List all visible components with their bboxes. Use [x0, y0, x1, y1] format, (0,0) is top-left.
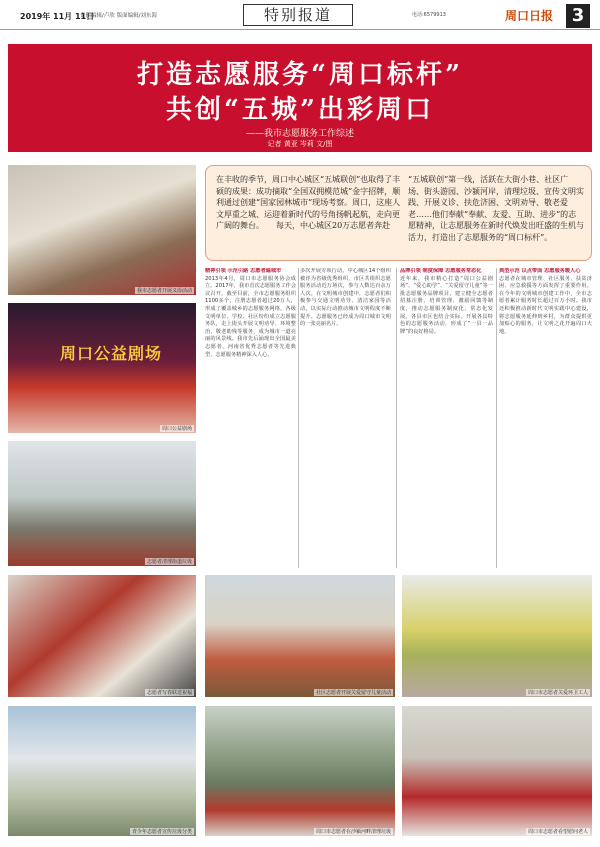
photo-caption: 周口市志愿者关爱环卫工人 [527, 690, 588, 696]
headline-subtitle: ——我市志愿服务工作综述 [245, 129, 354, 139]
article-column-3 [400, 268, 493, 570]
article-column-2 [300, 268, 391, 570]
photo-caption: 周口公益剧场 [161, 426, 192, 432]
column-divider [496, 268, 497, 568]
lead-paragraph-box [205, 165, 592, 261]
lead-text-right: “五城联创”第一线，活跃在大街小巷、社区广场、街头游园、沙颍河岸，清理垃圾、宣传文明实践、开展义诊、扶危济困、文明劝导、敬老爱老……他们奉献“奉献、友爱、互助、进步”的志愿精神，让志愿服务在新时代焕发出旺盛的生机与活力，打造出了志愿服务的“周口标杆”。 [408, 175, 584, 242]
paragraph: 近年来，我市精心打造“周口公益剧场”、“爱心助学”、“关爱留守儿童”等一批志愿服务品牌项目，建立健全志愿者招募注册、培训管理、激励回馈等制度，推动志愿服务制度化、常态化发展。各县市区也结合实际，开展各具特色的志愿服务活动，形成了“一县一品牌”的良好格局。 [400, 275, 493, 335]
photo-caption: 社区志愿者开展关爱留守儿童活动 [315, 690, 391, 696]
photo-caption: 志愿者清理街道垃圾 [146, 559, 192, 565]
byline: 记者 黄亚 岑莉 文/图 [267, 140, 333, 148]
photo-medical-clinic [8, 165, 196, 295]
article-column-4 [499, 268, 592, 570]
headline-line-1: 打造志愿服务“周口标杆” [137, 60, 463, 90]
photo-caption: 周口市志愿者看望慰问老人 [527, 829, 588, 835]
photo-sanitation-workers [402, 575, 592, 697]
section-title: 特别报道 [243, 4, 353, 26]
photo-public-theater [8, 303, 196, 433]
headline-banner [8, 44, 592, 152]
photo-calligraphy [8, 575, 196, 697]
paragraph: 多次开展专项行动。中心城区14个组织被评为省级优秀组织，市区共组织志愿服务活动近万场次，参与人数达百余万人次。在文明城市创建中，志愿者们积极参与交通文明劝导、清洁家园等活动，以实际行动推动城市文明程度不断提升。志愿服务已经成为周口城市文明的一张亮丽名片。 [300, 268, 391, 328]
photo-youth-volunteers [8, 706, 196, 836]
article-column-1 [205, 268, 296, 570]
photo-street-cleaning [8, 441, 196, 566]
photo-children-care [205, 575, 395, 697]
subheading: 品牌引领 制度保障 志愿服务常态化 [400, 268, 482, 274]
contact-line: 电话:6579913 [412, 12, 446, 18]
page-header [0, 0, 600, 30]
newspaper-name: 周口日报 [505, 9, 554, 23]
photo-riverside-cleanup [205, 706, 395, 836]
issue-date: 2019年 11月 11日 [20, 12, 95, 21]
photo-caption: 我市志愿者开展义诊活动 [136, 288, 192, 294]
editor-credits: 责任编辑/卢欣 版面编辑/刘东海 [80, 13, 157, 19]
column-divider [298, 268, 299, 568]
paragraph: 志愿者在城市管理、社区服务、扶贫济困、应急救援等方面发挥了重要作用。在今年的文明城市创建工作中，全市志愿者累计服务时长超过百万小时。我市还积极推动新时代文明实践中心建设，将志愿服务延伸到乡村，为群众提供更加贴心的服务，让文明之花开遍周口大地。 [499, 275, 592, 335]
lead-text-left: 在丰收的季节，周口中心城区“五城联创”也取得了丰硕的成果：成功摘取“全国双拥模范城”金字招牌，顺利通过创建“国家园林城市”现场考察。周口，这座人文厚重之城、运迎着新时代的号角扬帆起航，走向更广阔的舞台。 每天，中心城区20万志愿者奔赴 [216, 175, 401, 230]
subheading: 精神引领 示范引路 志愿者遍城市 [205, 268, 282, 274]
column-divider [396, 268, 397, 568]
photo-caption: 青少年志愿者宣传垃圾分类 [131, 829, 192, 835]
headline-line-2: 共创“五城”出彩周口 [166, 95, 434, 125]
page-number: 3 [566, 4, 590, 28]
photo-elderly-visit [402, 706, 592, 836]
photo-caption: 周口市志愿者在沙颍河畔清理垃圾 [315, 829, 391, 835]
paragraph: 2013年4月，周口市志愿服务协会成立。2017年，我市首次志愿服务工作会议召开。截至目前，全市志愿服务组织1100多个，注册志愿者超过20万人，形成了覆盖城乡的志愿服务网络。各级文明单位、学校、社区纷纷成立志愿服务队，走上街头开展文明劝导、环境整治、敬老助残等服务，成为城市一道亮丽的风景线。我市先后涌现出全国最美志愿者、河南省优秀志愿者等先进典型，志愿服务精神深入人心。 [205, 275, 296, 358]
photo-caption: 志愿者写春联送祝福 [146, 690, 192, 696]
subheading: 典型示范 以点带面 志愿服务暖人心 [499, 268, 581, 274]
stage-banner-text: 周口公益剧场 [60, 344, 163, 363]
